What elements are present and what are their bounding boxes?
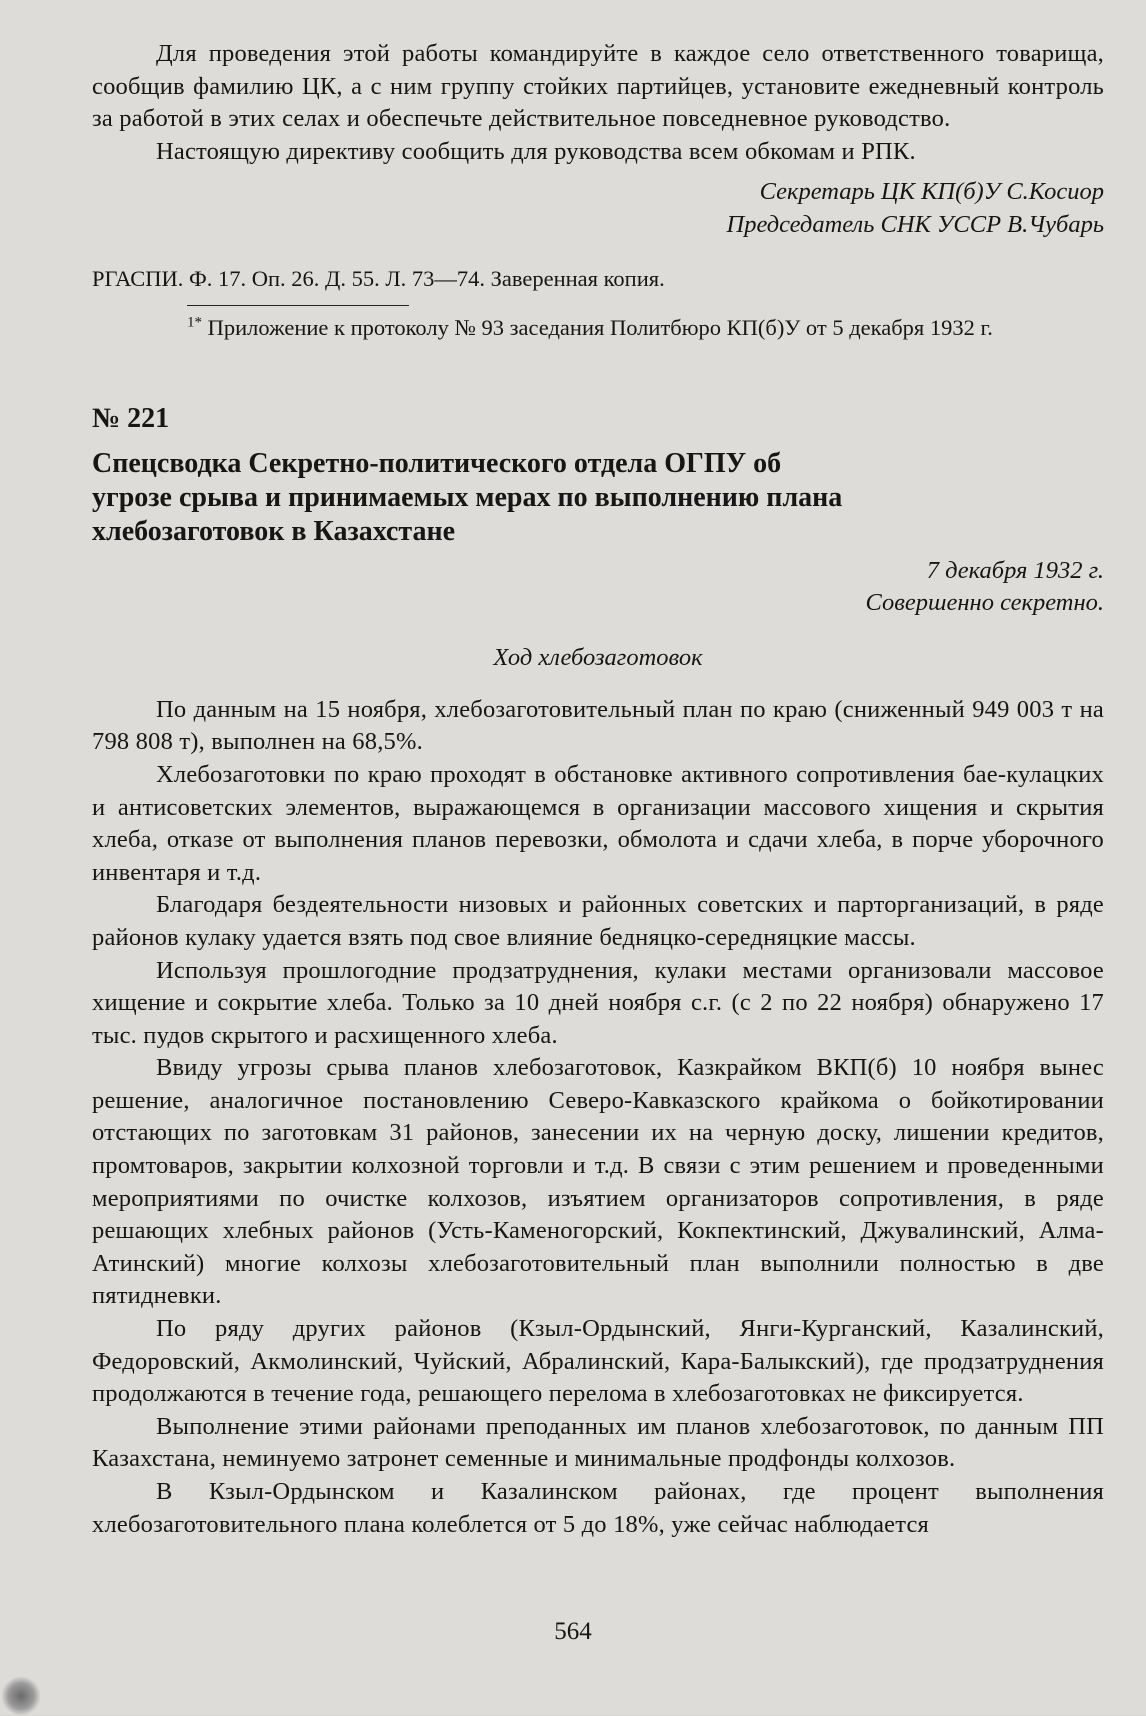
body-paragraph: Хлебозаготовки по краю проходят в обстановке активного сопротивления бае-кулацких и антисоветских элементов, выражающемся в организации массового хищения и скрытия хлеба, отказе от выполнения планов перевозки, обмолота и сдачи хлеба, в порче уборочного инвентаря и т.д. [92,760,1104,886]
body-paragraph: По данным на 15 ноября, хлебозаготовительный план по краю (сниженный 949 003 т на 798 808 т), выполнен на 68,5%. [92,695,1104,756]
body-paragraph: Ввиду угрозы срыва планов хлебозаготовок, Казкрайком ВКП(б) 10 ноября вынес решение, аналогичное постановлению Северо-Кавказского крайкома о бойкотировании отстающих по заготовкам 31 районов, занесении их на черную доску, лишении кредитов, промтоваров, закрытии колхозной торговли и т.д. В связи с этим решением и проведенными мероприятиями по очистке колхозов, изъятием организаторов сопротивления, в ряде решающих хлебных районов (Усть-Каменогорский, Кокпектинский, Джувалинский, Алма-Атинский) многие колхозы хлебозаготовительный план выполнили полностью в две пятидневки. [92,1054,1104,1310]
document-number: № 221 [92,402,170,434]
footnote-divider [187,305,409,306]
classification-mark: Совершенно секретно. [865,589,1104,617]
text-column [92,38,1104,1541]
footnote-text: Приложение к протоколу № 93 заседания Политбюро КП(б)У от 5 декабря 1932 г. [207,314,993,340]
body-paragraph: Используя прошлогодние продзатруднения, кулаки местами организовали массовое хищение и сокрытие хлеба. Только за 10 дней ноября с.г. (с 2 по 22 ноября) обнаружено 17 тыс. пудов скрытого и расхищенного хлеба. [92,956,1104,1049]
document-title: Спецсводка Секретно-политического отдела ОГПУ об угрозе срыва и принимаемых мерах по выполнению плана хлебозаготовок в Казахстане [92,447,843,547]
footnote [92,312,1104,343]
signature-kosior: Секретарь ЦК КП(б)У С.Косиор [759,178,1104,206]
body-paragraph: Благодаря бездеятельности низовых и районных советских и парторганизаций, в ряде районов кулаку удается взять под свое влияние бедняцко-середняцкие массы. [92,891,1104,951]
section-heading: Ход хлебозаготовок [493,643,703,671]
footnote-mark: 1* [187,314,202,331]
signature-chubar: Председатель СНК УССР В.Чубарь [726,210,1104,238]
body-paragraph: В Кзыл-Ордынском и Казалинском районах, где процент выполнения хлебозаготовительного плана колеблется от 5 до 18%, уже сейчас наблюдается [92,1478,1104,1538]
document-date: 7 декабря 1932 г. [926,556,1104,584]
ink-spot [1,1676,41,1716]
archive-reference: РГАСПИ. Ф. 17. Оп. 26. Д. 55. Л. 73—74. Заверенная копия. [92,265,665,291]
intro-paragraph: Настоящую директиву сообщить для руководства всем обкомам и РПК. [156,137,916,165]
body-paragraph: По ряду других районов (Кзыл-Ордынский, Янги-Курганский, Казалинский, Федоровский, Акмолинский, Чуйский, Абралинский, Кара-Балыкский), где продзатруднения продолжаются в течение года, решающего перелома в хлебозаготовках не фиксируется. [92,1315,1104,1408]
intro-paragraph: Для проведения этой работы командируйте в каждое село ответственного товарища, сообщив фамилию ЦК, а с ним группу стойких партийцев, установите ежедневный контроль за работой в этих селах и обеспечьте действительное повседневное руководство. [92,40,1104,133]
signature-block [92,176,1104,241]
page-number: 564 [554,1618,592,1645]
body-paragraph: Выполнение этими районами преподанных им планов хлебозаготовок, по данным ПП Казахстана, неминуемо затронет семенные и минимальные продфонды колхозов. [92,1412,1104,1473]
